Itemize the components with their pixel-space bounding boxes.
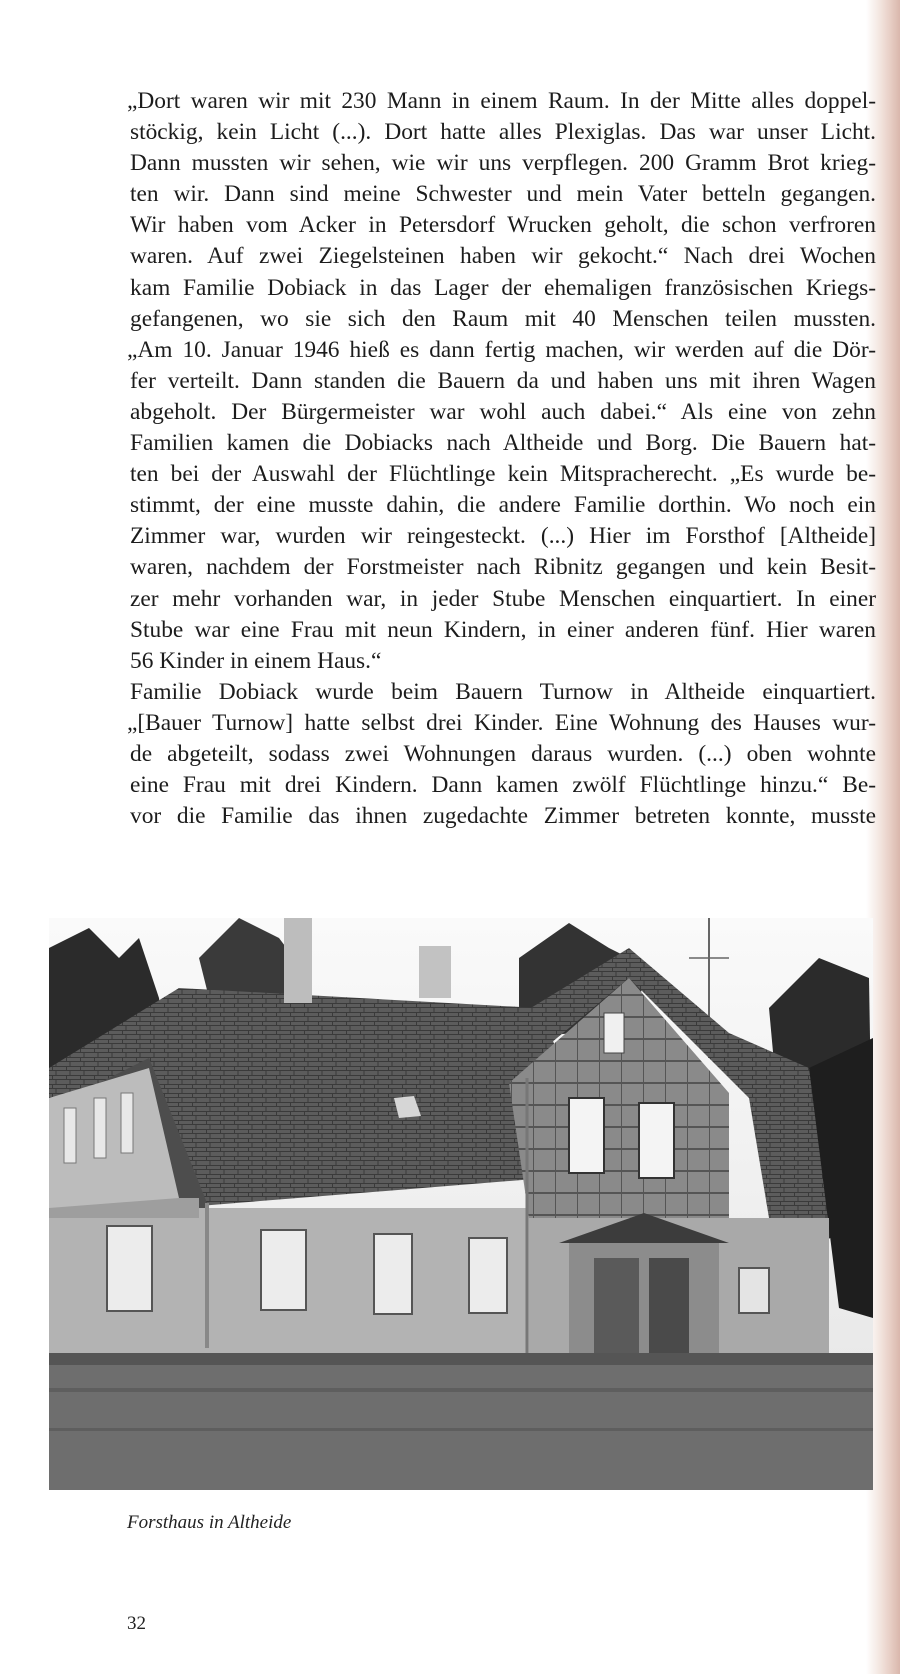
- text-line: de abgeteilt, sodass zwei Wohnungen daraus wurden. (...) oben wohnte: [130, 740, 876, 767]
- text-line: abgeholt. Der Bürgermeister war wohl auch dabei.“ Als eine von zehn: [130, 398, 876, 425]
- text-line: ten wir. Dann sind meine Schwester und mein Vater betteln gegangen.: [130, 181, 876, 208]
- text-line: stöckig, kein Licht (...). Dort hatte alles Plexiglas. Das war unser Licht.: [130, 119, 876, 146]
- text-line: Wir haben vom Acker in Petersdorf Wrucken geholt, die schon verfroren: [130, 212, 876, 239]
- text-line: eine Frau mit drei Kindern. Dann kamen zwölf Flüchtlinge hinzu.“ Be-: [130, 772, 876, 799]
- text-line: zer mehr vorhanden war, in jeder Stube Menschen einquartiert. In einer: [130, 585, 876, 612]
- text-line: kam Familie Dobiack in das Lager der ehemaligen französischen Kriegs-: [130, 274, 876, 301]
- text-line: „Am 10. Januar 1946 hieß es dann fertig machen, wir werden auf die Dör-: [127, 336, 876, 363]
- text-line: „[Bauer Turnow] hatte selbst drei Kinder. Eine Wohnung des Hauses wur-: [127, 709, 876, 736]
- text-line: waren, nachdem der Forstmeister nach Ribnitz gegangen und kein Besit-: [130, 554, 876, 581]
- text-line: 56 Kinder in einem Haus.“: [130, 647, 382, 674]
- body-text: [127, 86, 876, 832]
- text-line: Familie Dobiack wurde beim Bauern Turnow in Altheide einquartiert.: [130, 678, 876, 705]
- text-line: „Dort waren wir mit 230 Mann in einem Raum. In der Mitte alles doppel-: [127, 88, 876, 114]
- text-line: waren. Auf zwei Ziegelsteinen haben wir gekocht.“ Nach drei Wochen: [130, 243, 876, 270]
- text-line: fer verteilt. Dann standen die Bauern da und haben uns mit ihren Wagen: [130, 367, 876, 394]
- house-photo-drawing: [49, 918, 873, 1490]
- text-line: vor die Familie das ihnen zugedachte Zimmer betreten konnte, musste: [130, 803, 876, 830]
- text-line: ten bei der Auswahl der Flüchtlinge kein Mitspracherecht. „Es wurde be-: [130, 461, 876, 488]
- photo-caption: Forsthaus in Altheide: [127, 1512, 292, 1533]
- page-number: 32: [127, 1613, 146, 1634]
- text-line: Dann mussten wir sehen, wie wir uns verpflegen. 200 Gramm Brot krieg-: [130, 150, 876, 177]
- text-line: Stube war eine Frau mit neun Kindern, in einer anderen fünf. Hier waren: [130, 616, 876, 643]
- text-line: gefangenen, wo sie sich den Raum mit 40 Menschen teilen mussten.: [130, 305, 876, 332]
- house-photo: [49, 918, 873, 1490]
- text-line: Familien kamen die Dobiacks nach Altheide und Borg. Die Bauern hat-: [130, 430, 876, 457]
- text-line: Zimmer war, wurden wir reingesteckt. (...) Hier im Forsthof [Altheide]: [130, 523, 876, 550]
- text-line: stimmt, der eine musste dahin, die andere Familie dorthin. Wo noch ein: [130, 492, 876, 519]
